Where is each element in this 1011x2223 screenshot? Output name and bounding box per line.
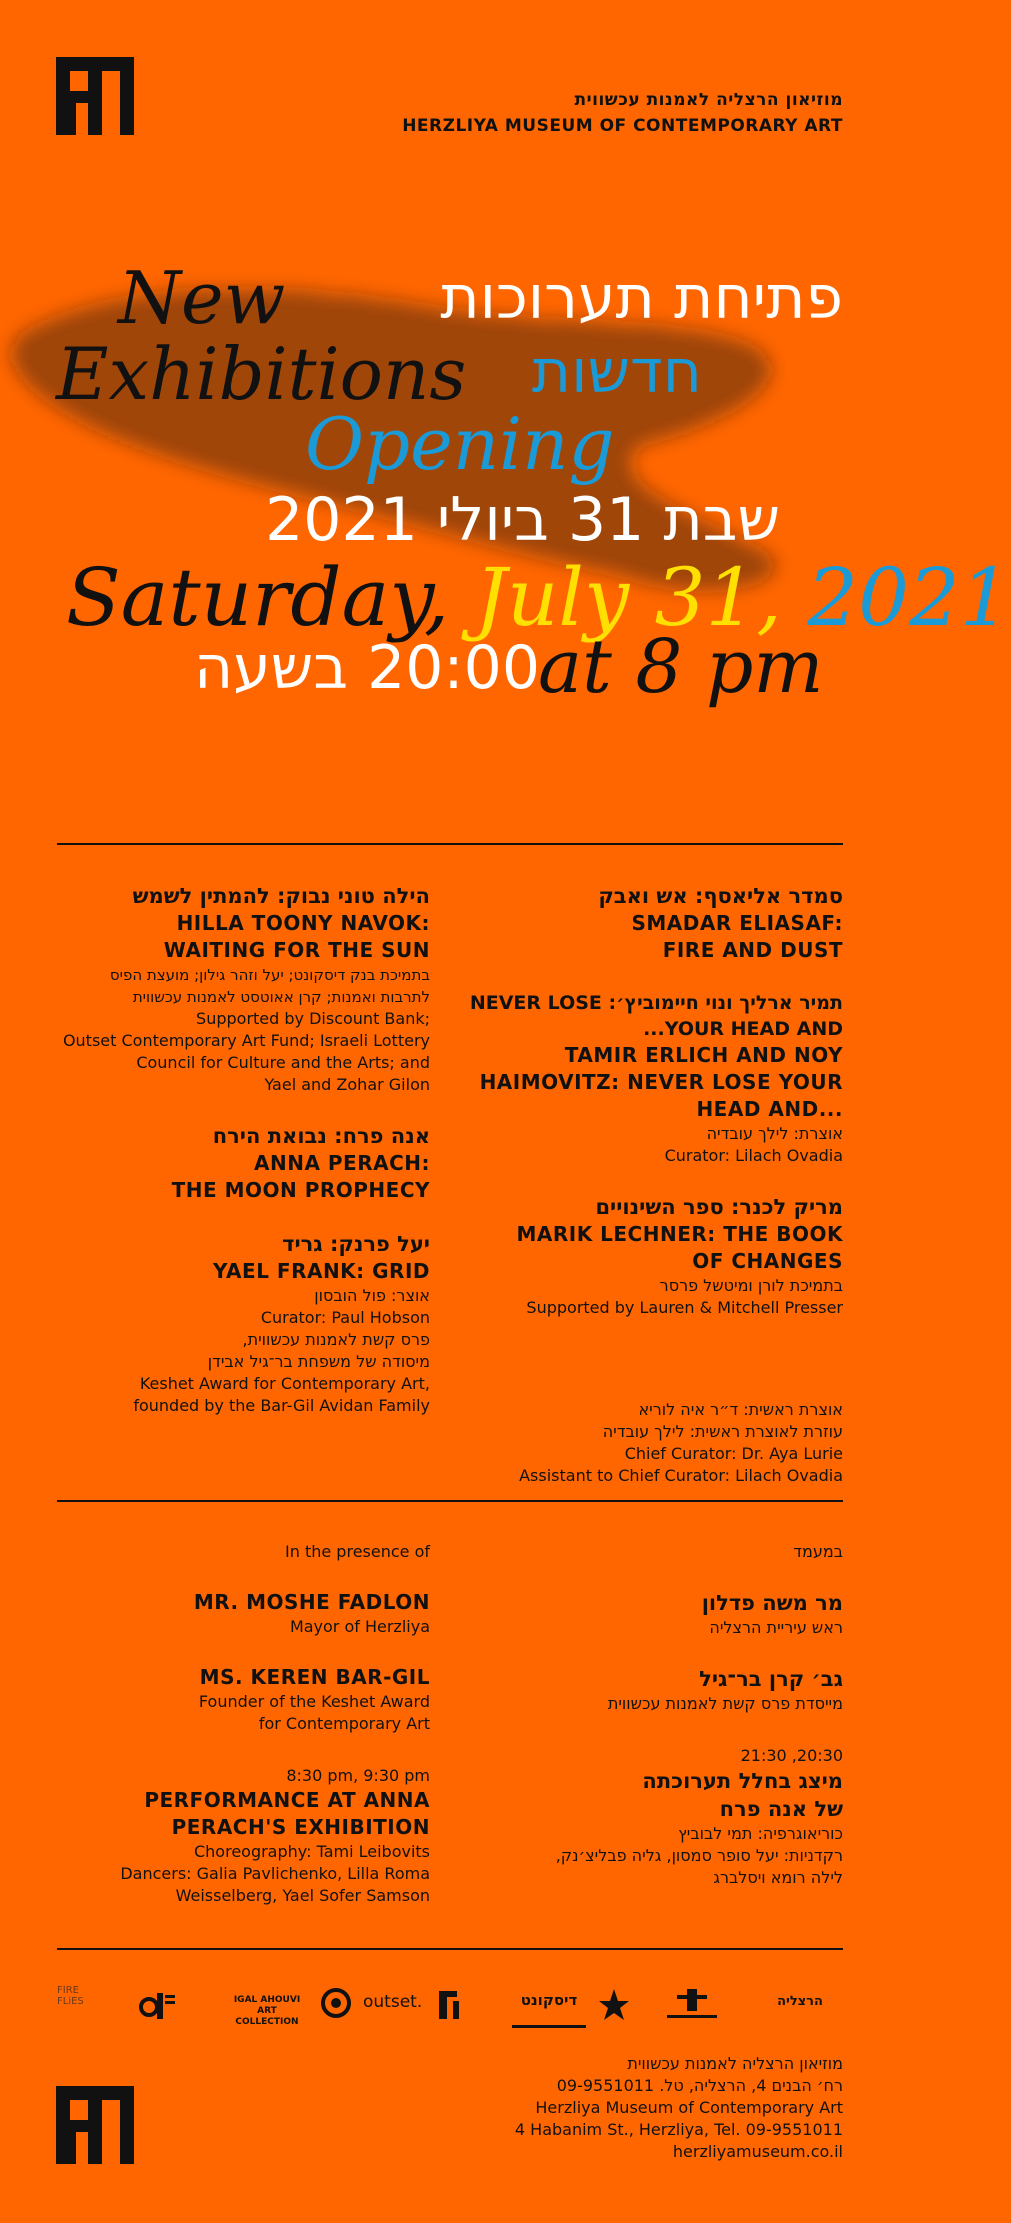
performance-dancers-en1: Dancers: Galia Pavlichenko, Lilla Roma (120, 1864, 430, 1883)
performance-dancers-en2: Weisselberg, Yael Sofer Samson (175, 1886, 430, 1905)
footer-name-he: מוזיאון הרצליה לאמנות עכשווית (627, 2054, 843, 2073)
sponsor-fireflies-logo (57, 1985, 101, 2025)
hero-en-time: at 8 pm (538, 624, 824, 710)
hero-en-exhibitions: Exhibitions (56, 332, 467, 416)
ex6-curator-en: Curator: Paul Hobson (260, 1308, 430, 1327)
ex3-title-en1: MARIK LECHNER: THE BOOK (516, 1222, 843, 1246)
sponsor-herzliya-logo (757, 1985, 843, 2025)
ex6-title-en: YAEL FRANK: GRID (212, 1259, 430, 1283)
sponsor-discount-text: דיסקונט (520, 1991, 578, 2009)
ex4-support-en3: Council for Culture and the Arts; and (136, 1053, 430, 1072)
ex4-support-en2: Outset Contemporary Art Fund; Israeli Lottery (62, 1031, 430, 1050)
footer-name-en: Herzliya Museum of Contemporary Art (535, 2098, 843, 2117)
performance-title-en2: PERACH'S EXHIBITION (171, 1815, 430, 1839)
person1-role-en: Mayor of Herzliya (289, 1617, 430, 1636)
hero-en-opening: Opening (305, 402, 615, 486)
museum-name (402, 87, 843, 139)
sponsor-outset-text: outset. (363, 1992, 423, 2012)
performance-title-he1: מיצג בחלל תערוכתה (642, 1769, 843, 1793)
ex6-title-he: יעל פרנק: גריד (282, 1232, 430, 1256)
ex4-support-he1: בתמיכת בנק דיסקונט; יעל וזהר גילון; מועצת הפיס (109, 966, 430, 984)
museum-name-en: HERZLIYA MUSEUM OF CONTEMPORARY ART (402, 116, 843, 136)
left-column (40, 882, 430, 1417)
ex6-award-he2: מיסודה של משפחת בר־גיל אבידן (207, 1352, 430, 1371)
museum-logo-bottom-icon (56, 2086, 134, 2164)
ex2-title-en2: HAIMOVITZ: NEVER LOSE YOUR (479, 1070, 843, 1094)
hero-he-time: 20:00 בשעה (194, 633, 540, 703)
person2-role-he: מייסדת פרס קשת לאמנות עכשווית (607, 1694, 843, 1713)
ex2-title-he: תמיר ארליך ונוי חיימוביץ׳: NEVER LOSE YOUR HEAD AND... (469, 992, 843, 1040)
assistant-curator-he: עוזרת לאוצרת ראשית: לילך עובדיה (602, 1422, 843, 1441)
performance-title-en1: PERFORMANCE AT ANNA (144, 1788, 430, 1812)
assistant-curator-en: Assistant to Chief Curator: Lilach Ovadia (519, 1466, 843, 1485)
hero-he-line1: פתיחת תערוכות (440, 263, 843, 333)
right-column (468, 882, 843, 1487)
performance-title-he2: של אנה פרח (719, 1797, 843, 1821)
ex6-award-en1: Keshet Award for Contemporary Art, (139, 1374, 430, 1393)
person2-role-en1: Founder of the Keshet Award (198, 1692, 430, 1711)
ex4-title-he: הילה טוני נבוק: להמתין לשמש (132, 884, 430, 908)
sponsor-lottery-icon (319, 1985, 353, 2025)
ex3-title-he: מריק לכנר: ספר השינויים (595, 1195, 843, 1219)
sponsor-ministry-culture-icon (597, 1985, 631, 2025)
hero-he-date-text: שבת 31 ביולי 2021 (265, 485, 780, 555)
presence-label-he: במעמד (793, 1542, 843, 1561)
person2-role-en2: for Contemporary Art (258, 1714, 430, 1733)
ex3-support-en: Supported by Lauren & Mitchell Presser (526, 1298, 843, 1317)
divider-top (57, 843, 843, 845)
ex2-title-en3: HEAD AND... (696, 1097, 843, 1121)
divider-middle (57, 1500, 843, 1502)
chief-curator-he: אוצרת ראשית: ד״ר איה לוריא (638, 1400, 843, 1419)
ex4-title-en2: WAITING FOR THE SUN (163, 938, 430, 962)
sponsor-herzliya-text: הרצליה (777, 1994, 823, 2009)
sponsor-igal-ahouvi-logo (232, 1985, 302, 2035)
hero-en-new: New (118, 256, 286, 340)
ex6-award-en2: founded by the Bar-Gil Avidan Family (133, 1396, 430, 1415)
footer-address-en: 4 Habanim St., Herzliya, Tel. 09-9551011 (514, 2120, 843, 2139)
sponsor-igal-ahouvi-text: IGAL AHOUVI ART COLLECTION (233, 1995, 301, 2027)
ex5-title-he: אנה פרח: נבואת הירח (212, 1124, 430, 1148)
museum-logo-icon (56, 57, 134, 135)
ex2-curator-he: אוצרת: לילך עובדיה (706, 1124, 843, 1143)
hero-he-line2: חדשות (531, 337, 702, 407)
sponsor-discount-logo (512, 1985, 586, 2028)
performance-chor-he: כוריאוגרפיה: תמי לבוביץ (678, 1824, 843, 1843)
person2-he: גב׳ קרן בר־גיל (699, 1667, 843, 1691)
footer-website-link[interactable]: herzliyamuseum.co.il (672, 2142, 843, 2161)
hero-en-july: July 31, (474, 551, 782, 644)
sponsor-fireflies-text: FIRE FLiES (57, 1985, 84, 2007)
sponsor-outset-logo (363, 1985, 421, 2025)
ex6-curator-he: אוצר: פול הובסון (314, 1286, 430, 1305)
ex3-support-he: בתמיכת לורן ומיטשל פרסר (659, 1276, 843, 1295)
ex2-title-en1: TAMIR ERLICH AND NOY (564, 1043, 843, 1067)
presence-en (40, 1541, 430, 1907)
hero-he-date (265, 485, 780, 555)
ex6-award-he1: פרס קשת לאמנות עכשווית, (242, 1330, 430, 1349)
ex3-title-en2: OF CHANGES (692, 1249, 843, 1273)
sponsor-museum-mark-icon (435, 1985, 469, 2025)
sponsor-ministry-emblem-icon (657, 1985, 727, 2025)
person1-role-he: ראש עיריית הרצליה (709, 1618, 843, 1637)
ex5-title-en2: THE MOON PROPHECY (171, 1178, 430, 1202)
footer-address-he: רח׳ הבנים 4, הרצליה, טל. 09-9551011 (556, 2076, 843, 2095)
presence-label-en: In the presence of (285, 1542, 430, 1561)
sponsor-keshet-award-icon (135, 1985, 175, 2025)
performance-time-he: 21:30 ,20:30 (740, 1746, 843, 1765)
footer-address (515, 2053, 843, 2163)
person2-en: MS. KEREN BAR-GIL (199, 1665, 430, 1689)
person1-en: MR. MOSHE FADLON (193, 1590, 430, 1614)
sponsor-logos (57, 1985, 843, 2035)
performance-dancers-he1: רקדניות: יעל סופר סמסון, גליה פבליצ׳נק, (555, 1846, 843, 1865)
hero-en-year: 2021 (807, 551, 1011, 644)
chief-curator-en: Chief Curator: Dr. Aya Lurie (624, 1444, 843, 1463)
museum-name-he: מוזיאון הרצליה לאמנות עכשווית (574, 90, 843, 110)
ex5-title-en1: ANNA PERACH: (253, 1151, 430, 1175)
hero-en-saturday: Saturday, (66, 551, 450, 644)
ex4-support-en1: Supported by Discount Bank; (196, 1009, 430, 1028)
ex4-title-en1: HILLA TOONY NAVOK: (176, 911, 430, 935)
person1-he: מר משה פדלון (701, 1591, 843, 1615)
performance-dancers-he2: לילה רומא ויסלברג (713, 1868, 843, 1887)
ex1-title-en2: FIRE AND DUST (662, 938, 843, 962)
ex1-title-he: סמדר אליאסף: אש ואבק (598, 884, 843, 908)
divider-bottom (57, 1948, 843, 1950)
ex4-support-he2: לתרבות ואמנות; קרן אאוטסט לאמנות עכשווית (132, 988, 430, 1006)
presence-he (468, 1541, 843, 1889)
performance-chor-en: Choreography: Tami Leibovits (193, 1842, 430, 1861)
ex4-support-en4: Yael and Zohar Gilon (264, 1075, 430, 1094)
ex2-curator-en: Curator: Lilach Ovadia (664, 1146, 843, 1165)
ex1-title-en1: SMADAR ELIASAF: (631, 911, 843, 935)
performance-time-en: 8:30 pm, 9:30 pm (286, 1766, 430, 1785)
